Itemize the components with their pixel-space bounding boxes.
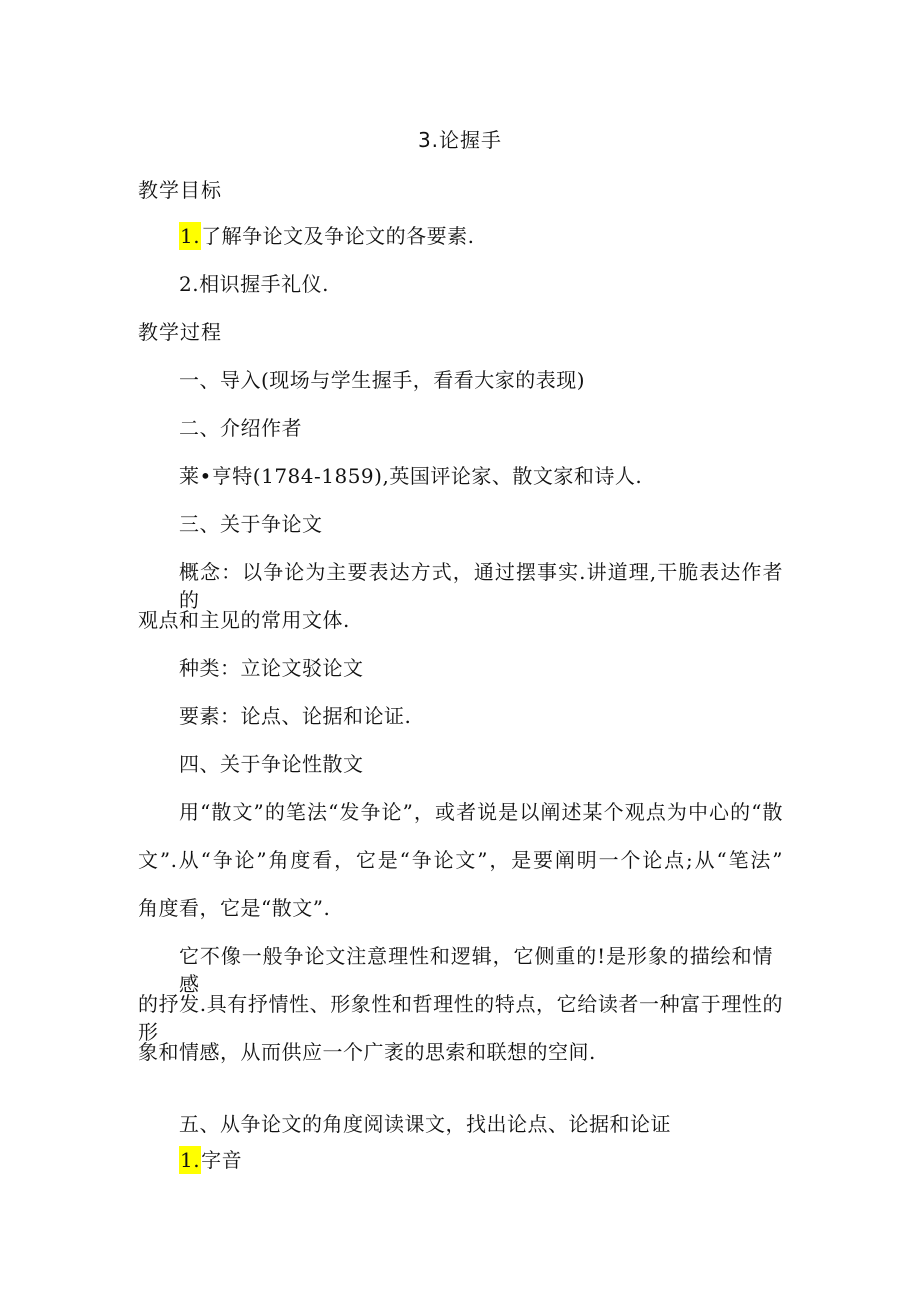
paragraph-essay-line-1: 用“散文”的笔法“发争论”，或者说是以阐述某个观点为中心的“散 bbox=[179, 800, 783, 824]
goal-item-1 bbox=[179, 222, 474, 250]
list-item-pronunciation-text: 字音 bbox=[201, 1148, 243, 1172]
paragraph-essay-line-2: 文”.从“争论”角度看，它是“争论文”，是要阐明一个论点;从“笔法” bbox=[138, 848, 783, 872]
page-title: 3.论握手 bbox=[417, 128, 503, 152]
highlight-marker: 1. bbox=[180, 1148, 201, 1172]
paragraph-argument-heading: 三、关于争论文 bbox=[179, 512, 323, 536]
paragraph-concept-line-2: 观点和主见的常用文体. bbox=[138, 608, 350, 632]
goal-item-1-text: 了解争论文及争论文的各要素. bbox=[201, 224, 475, 248]
paragraph-types: 种类：立论文驳论文 bbox=[179, 656, 364, 680]
section-heading-goals: 教学目标 bbox=[138, 178, 222, 202]
section-heading-process: 教学过程 bbox=[138, 320, 222, 344]
paragraph-concept-line-1: 概念：以争论为主要表达方式，通过摆事实.讲道理,干脆表达作者的 bbox=[179, 560, 783, 612]
paragraph-intro: 一、导入(现场与学生握手，看看大家的表现) bbox=[179, 368, 586, 392]
highlight-marker: 1. bbox=[180, 224, 201, 248]
paragraph-essay-line-3: 角度看，它是“散文”. bbox=[138, 896, 331, 920]
paragraph-style-line-3: 象和情感，从而供应一个广袤的思索和联想的空间. bbox=[138, 1040, 596, 1064]
list-item-pronunciation bbox=[179, 1146, 242, 1174]
paragraph-style-line-2: 的抒发.具有抒情性、形象性和哲理性的特点，它给读者一种富于理性的形 bbox=[138, 992, 783, 1044]
paragraph-elements: 要素：论点、论据和论证. bbox=[179, 704, 412, 728]
paragraph-essay-heading: 四、关于争论性散文 bbox=[179, 752, 364, 776]
paragraph-author: 莱•亨特(1784-1859),英国评论家、散文家和诗人. bbox=[179, 464, 643, 488]
goal-item-2: 2.相识握手礼仪. bbox=[179, 272, 329, 296]
paragraph-reading-heading: 五、从争论文的角度阅读课文，找出论点、论据和论证 bbox=[179, 1112, 671, 1136]
paragraph-author-heading: 二、介绍作者 bbox=[179, 416, 302, 440]
paragraph-style-line-1: 它不像一般争论文注意理性和逻辑，它侧重的!是形象的描绘和情感 bbox=[179, 944, 773, 996]
